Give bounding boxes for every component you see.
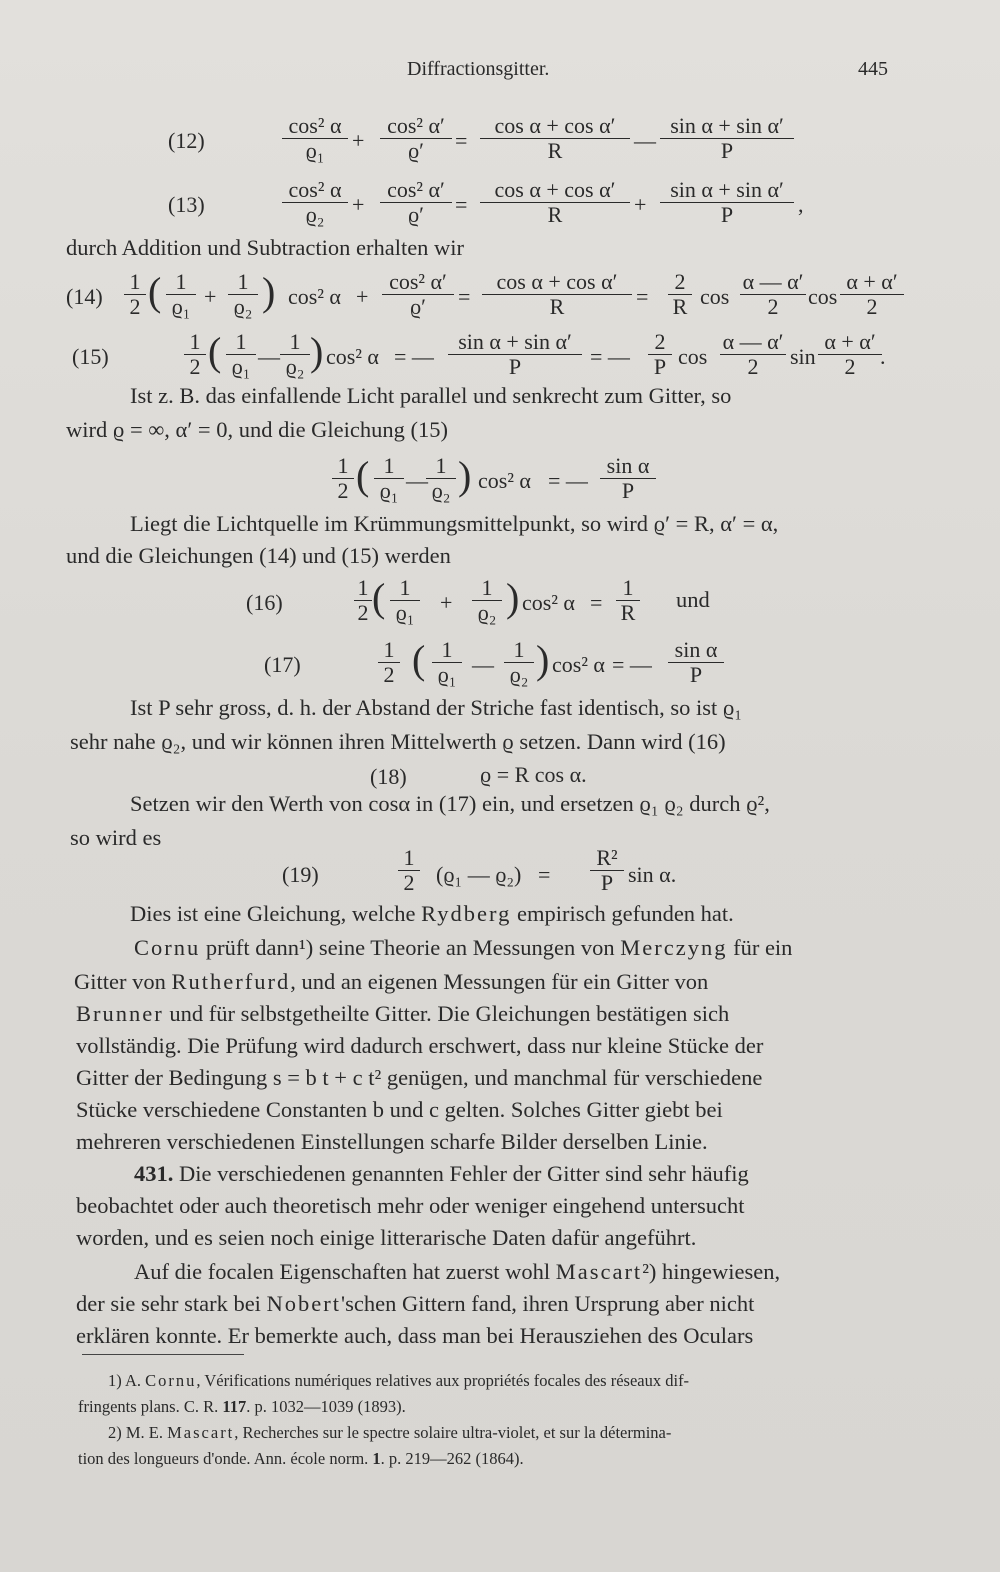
footnote-1: 1) A. Cornu, Vérifications numériques relatives aux propriétés focales des réseaux dif- xyxy=(108,1371,690,1390)
fraction: $\frac{1}{2}$ xyxy=(332,454,354,503)
text-line: Stücke verschiedene Constanten b und c gelten. Solches Gitter giebt bei xyxy=(76,1097,723,1122)
fraction: $\frac{1}{\text{ϱ₁}}$ xyxy=(226,330,256,379)
fraction: $\frac{\text{cos α + cos α′}}{R}$ xyxy=(480,114,630,163)
text-line: worden, und es seien noch einige litterarische Daten dafür angeführt. xyxy=(76,1225,697,1250)
fraction: $\frac{1}{R}$ xyxy=(616,576,640,625)
fraction: $\frac{\text{cos² α′}}{ϱ'}$ xyxy=(382,270,454,319)
fraction: $\frac{\alpha + \alpha'}{2}$ xyxy=(840,270,904,319)
fraction: $\frac{\text{R²}}{P}$ xyxy=(590,846,624,895)
fraction: $\frac{1}{\text{ϱ₁}}$ xyxy=(432,638,462,687)
fraction: $\frac{1}{\text{ϱ₂}}$ xyxy=(280,330,310,379)
text-line: 431. Die verschiedenen genannten Fehler der Gitter sind sehr häufig xyxy=(134,1161,749,1186)
fraction: $\frac{\text{sin α}}{P}$ xyxy=(600,454,656,503)
text-line: durch Addition und Subtraction erhalten wir xyxy=(66,235,465,260)
text-line: Gitter von Rutherfurd, und an eigenen Messungen für ein Gitter von xyxy=(74,969,709,994)
fraction: $\frac{\alpha + \alpha'}{2}$ xyxy=(818,330,882,379)
fraction: $\frac{2}{R}$ xyxy=(668,270,692,319)
text-line: wird ϱ = ∞, α′ = 0, und die Gleichung (15) xyxy=(66,417,449,442)
equation-label: (18) xyxy=(370,764,407,789)
fraction: $\frac{2}{P}$ xyxy=(648,330,672,379)
fraction: $\frac{1}{2}$ xyxy=(398,846,420,895)
text-line: Ist z. B. das einfallende Licht parallel und senkrecht zum Gitter, so xyxy=(130,383,732,408)
fraction: $\frac{1}{\text{ϱ₁}}$ xyxy=(166,270,196,319)
fraction: $\frac{\text{cos² α}}{\text{ϱ₁}}$ xyxy=(282,114,348,163)
text-line: Cornu prüft dann¹) seine Theorie an Messungen von Merczyng für ein xyxy=(134,935,793,960)
fraction: $\frac{1}{\text{ϱ₁}}$ xyxy=(390,576,420,625)
text-line: und die Gleichungen (14) und (15) werden xyxy=(66,543,451,568)
equation-label: (14) xyxy=(66,284,103,309)
book-page: Diffractionsgitter. 445 (12) $\frac{\text{cos² α}}{\text{ϱ₁}}$ + $\frac{\text{cos² α′}}{ϱ'}$ = $\frac{\text{cos α + cos α′}}{R}$ — $\frac{\text{sin α + sin α′}}{P}$ (13) $\frac{\text{cos² α}}{\text{ϱ₂}}$ + $\frac{\text{cos² α′}}{ϱ'}$ = $\frac{\text{cos α + cos α′}}{R}$ + $\frac{\text{sin α + sin α′}}{P}$ , durch Addition und Subtraction erhalten wir (14) $\frac{1}{2}$ ( $\frac{1}{\text{ϱ₁}}$ + $\frac{1}{\text{ϱ₂}}$ ) cos² α + $\frac{\text{cos² α′}}{ϱ'}$ = $\frac{\text{cos α + cos α′}}{R}$ = $\frac{2}{R}$ cos $\frac{\alpha — \alpha'}{2}$ cos $\frac{\alpha + \alpha'}{2}$ (15) $\frac{1}{2}$ ( $\frac{1}{\text{ϱ₁}}$ — $\frac{1}{\text{ϱ₂}}$ ) cos² α = — $\frac{\text{sin α + sin α′}}{P}$ = — $\frac{2}{P}$ cos $\frac{\alpha — \alpha'}{2}$ sin $\frac{\alpha + \alpha'}{2}$ . Ist z. B. das einfallende Licht parallel und senkrecht zum Gitter, so wird ϱ = ∞, α′ = 0, und die Gleichung (15) $\frac{1}{2}$ ( $\frac{1}{\text{ϱ₁}}$ — $\frac{1}{\text{ϱ₂}}$ ) cos² α = — $\frac{\text{sin α}}{P}$ Liegt die Lichtquelle im Krümmungsmittelpunkt, so wird ϱ′ = R, α′ = α, und die Gleichungen (14) und (15) werden (16) $\frac{1}{2}$ ( $\frac{1}{\text{ϱ₁}}$ + $\frac{1}{\text{ϱ₂}}$ ) cos² α = $\frac{1}{R}$ und (17) $\frac{1}{2}$ ( $\frac{1}{\text{ϱ₁}}$ — $\frac{1}{\text{ϱ₂}}$ ) cos² α = — $\frac{\text{sin α}}{P}$ Ist P sehr gross, d. h. der Abstand der Striche fast identisch, so ist ϱ₁ sehr nahe ϱ₂, und wir können ihren Mittelwerth ϱ setzen. Dann wird (16) (18) ϱ = R cos α. Setzen wir den Werth von cosα in (17) ein, und ersetzen ϱ₁ ϱ₂ durch ϱ², so wird es (19) $\frac{1}{2}$ (ϱ₁ — ϱ₂) = $\frac{\text{R²}}{P}$ sin α. Dies ist eine Gleichung, welche Rydberg empirisch gefunden hat. Cornu prüft dann¹) seine Theorie an Messungen von Merczyng für ein Gitter von Rutherfurd, und an eigenen Messungen für ein Gitter von Brunner und für selbstgetheilte Gitter. Die Gleichungen bestätigen sich vollständig. Die Prüfung wird dadurch erschwert, dass nur kleine Stücke der Gitter der Bedingung s = b t + c t² genügen, und manchmal für verschiedene Stücke verschiedene Constanten b und c gelten. Solches Gitter giebt bei mehreren verschiedenen Einstellungen scharfe Bilder derselben Linie. 431. Die verschiedenen genannten Fehler der Gitter sind sehr häufig beobachtet oder auch theoretisch mehr oder weniger eingehend untersucht worden, und es seien noch einige litterarische Daten dafür angeführt. Auf die focalen Eigenschaften hat zuerst wohl Mascart²) hingewiesen, der sie sehr stark bei Nobert'schen Gittern fand, ihren Ursprung aber nicht erklären konnte. Er bemerkte auch, dass man bei Herausziehen des Oculars 1) A. Cornu, Vérifications numériques relatives aux propriétés focales des réseaux dif- fringents plans. C. R. 117. p. 1032—1039 (1893). 2) M. E. Mascart, Recherches sur le spectre solaire ultra-violet, et sur la détermina- tion des longueurs d'onde. Ann. école norm. 1. p. 219—262 (1864). xyxy=(0,0,1000,1572)
equation-label: (17) xyxy=(264,652,301,677)
fraction: $\frac{\text{sin α + sin α′}}{P}$ xyxy=(660,114,794,163)
text-line: so wird es xyxy=(70,825,162,850)
fraction: $\frac{1}{2}$ xyxy=(354,576,372,625)
fraction: $\frac{\text{cos α + cos α′}}{R}$ xyxy=(480,178,630,227)
text-line: der sie sehr stark bei Nobert'schen Gittern fand, ihren Ursprung aber nicht xyxy=(76,1291,755,1316)
fraction: $\frac{\text{cos² α}}{\text{ϱ₂}}$ xyxy=(282,178,348,227)
fraction: $\frac{1}{2}$ xyxy=(124,270,146,319)
equation-label: (16) xyxy=(246,590,283,615)
text-line: Auf die focalen Eigenschaften hat zuerst wohl Mascart²) hingewiesen, xyxy=(134,1259,781,1284)
fraction: $\frac{1}{\text{ϱ₁}}$ xyxy=(374,454,404,503)
fraction: $\frac{\text{cos² α′}}{ϱ'}$ xyxy=(380,114,452,163)
footnote-2: 2) M. E. Mascart, Recherches sur le spectre solaire ultra-violet, et sur la détermina- xyxy=(108,1423,672,1442)
text-line: beobachtet oder auch theoretisch mehr oder weniger eingehend untersucht xyxy=(76,1193,745,1218)
fraction: $\frac{\text{sin α + sin α′}}{P}$ xyxy=(448,330,582,379)
fraction: $\frac{1}{\text{ϱ₂}}$ xyxy=(228,270,258,319)
fraction: $\frac{\alpha — \alpha'}{2}$ xyxy=(720,330,786,379)
equation-label: (12) xyxy=(168,128,205,153)
text-line: Setzen wir den Werth von cosα in (17) ein, und ersetzen ϱ₁ ϱ₂ durch ϱ², xyxy=(130,791,770,816)
section-number: 431. xyxy=(134,1161,174,1186)
text-line: Liegt die Lichtquelle im Krümmungsmittelpunkt, so wird ϱ′ = R, α′ = α, xyxy=(130,511,779,536)
equation-label: (19) xyxy=(282,862,319,887)
text-line: sehr nahe ϱ₂, und wir können ihren Mittelwerth ϱ setzen. Dann wird (16) xyxy=(70,729,726,754)
fraction: $\frac{\text{sin α + sin α′}}{P}$ xyxy=(660,178,794,227)
footnote-1-cont: fringents plans. C. R. 117. p. 1032—1039 (1893). xyxy=(78,1397,406,1416)
fraction: $\frac{1}{2}$ xyxy=(378,638,400,687)
fraction: $\frac{\text{cos² α′}}{ϱ'}$ xyxy=(380,178,452,227)
footnote-2-cont: tion des longueurs d'onde. Ann. école norm. 1. p. 219—262 (1864). xyxy=(78,1449,524,1468)
fraction: $\frac{\alpha — \alpha'}{2}$ xyxy=(740,270,806,319)
fraction: $\frac{1}{\text{ϱ₂}}$ xyxy=(504,638,534,687)
fraction: $\frac{1}{\text{ϱ₂}}$ xyxy=(426,454,456,503)
text-line: Brunner und für selbstgetheilte Gitter. Die Gleichungen bestätigen sich xyxy=(76,1001,730,1026)
equation-label: (15) xyxy=(72,344,109,369)
text-line: Dies ist eine Gleichung, welche Rydberg empirisch gefunden hat. xyxy=(130,901,734,926)
fraction: $\frac{\text{sin α}}{P}$ xyxy=(668,638,724,687)
fraction: $\frac{\text{cos α + cos α′}}{R}$ xyxy=(482,270,632,319)
fraction: $\frac{1}{\text{ϱ₂}}$ xyxy=(472,576,502,625)
page-number: 445 xyxy=(858,58,888,80)
equation-18: ϱ = R cos α. xyxy=(480,762,587,787)
text-line: Ist P sehr gross, d. h. der Abstand der Striche fast identisch, so ist ϱ₁ xyxy=(130,695,743,720)
fraction: $\frac{1}{2}$ xyxy=(184,330,206,379)
text-line: vollständig. Die Prüfung wird dadurch erschwert, dass nur kleine Stücke der xyxy=(76,1033,764,1058)
text-line: Gitter der Bedingung s = b t + c t² genügen, und manchmal für verschiedene xyxy=(76,1065,763,1090)
footnote-rule xyxy=(82,1354,244,1355)
running-header-title: Diffractionsgitter. xyxy=(407,58,550,80)
equation-label: (13) xyxy=(168,192,205,217)
text-line: mehreren verschiedenen Einstellungen scharfe Bilder derselben Linie. xyxy=(76,1129,708,1154)
text-line: erklären konnte. Er bemerkte auch, dass man bei Herausziehen des Oculars xyxy=(76,1323,754,1348)
